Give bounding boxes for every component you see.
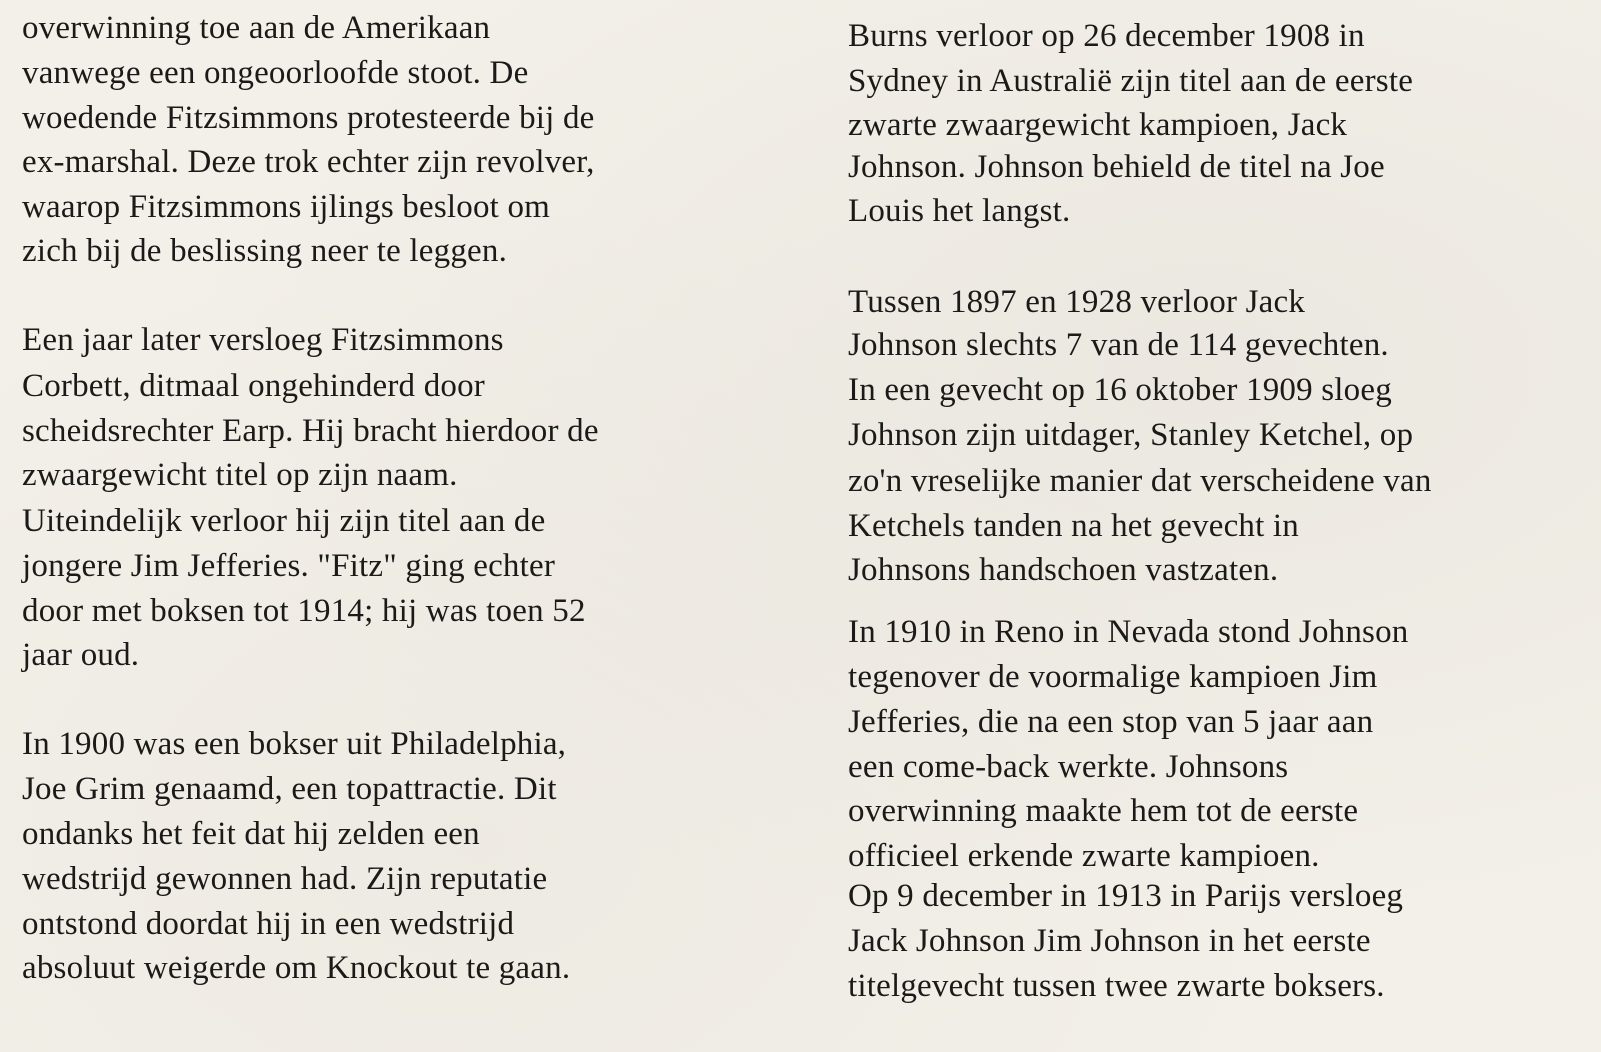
text-line: vanwege een ongeoorloofde stoot. De [22, 55, 529, 91]
text-line: scheidsrechter Earp. Hij bracht hierdoor de [22, 413, 599, 449]
text-line: tegenover de voormalige kampioen Jim [848, 659, 1378, 695]
text-line: zwarte zwaargewicht kampioen, Jack [848, 107, 1348, 143]
text-line: absoluut weigerde om Knockout te gaan. [22, 950, 571, 986]
text-line: Tussen 1897 en 1928 verloor Jack [848, 284, 1306, 320]
text-line: overwinning toe aan de Amerikaan [22, 10, 491, 46]
text-line: In 1910 in Reno in Nevada stond Johnson [848, 614, 1409, 650]
text-line: Jack Johnson Jim Johnson in het eerste [848, 923, 1371, 959]
text-line: titelgevecht tussen twee zwarte boksers. [848, 968, 1385, 1004]
text-line: ontstond doordat hij in een wedstrijd [22, 906, 515, 942]
text-line: een come-back werkte. Johnsons [848, 749, 1289, 785]
text-line: Uiteindelijk verloor hij zijn titel aan de [22, 503, 546, 539]
text-line: In 1900 was een bokser uit Philadelphia, [22, 726, 567, 762]
text-line: wedstrijd gewonnen had. Zijn reputatie [22, 861, 548, 897]
text-line: overwinning maakte hem tot de eerste [848, 793, 1359, 829]
text-line: waarop Fitzsimmons ijlings besloot om [22, 189, 551, 225]
text-line: woedende Fitzsimmons protesteerde bij de [22, 100, 595, 136]
text-line: door met boksen tot 1914; hij was toen 52 [22, 593, 586, 629]
text-line: Johnsons handschoen vastzaten. [848, 552, 1279, 588]
text-line: zo'n vreselijke manier dat verscheidene van [848, 463, 1432, 499]
text-line: Ketchels tanden na het gevecht in [848, 508, 1300, 544]
text-line: ex-marshal. Deze trok echter zijn revolver, [22, 144, 595, 180]
text-line: zich bij de beslissing neer te leggen. [22, 233, 508, 269]
text-line: In een gevecht op 16 oktober 1909 sloeg [848, 372, 1392, 408]
text-line: Op 9 december in 1913 in Parijs versloeg [848, 878, 1404, 914]
text-line: Een jaar later versloeg Fitzsimmons [22, 322, 504, 358]
text-line: ondanks het feit dat hij zelden een [22, 816, 480, 852]
text-line: jongere Jim Jefferies. "Fitz" ging echter [22, 548, 556, 584]
text-line: jaar oud. [22, 637, 140, 673]
text-line: Louis het langst. [848, 193, 1071, 229]
text-line: Jefferies, die na een stop van 5 jaar aan [848, 704, 1374, 740]
text-line: Sydney in Australië zijn titel aan de eerste [848, 63, 1414, 99]
text-line: Johnson zijn uitdager, Stanley Ketchel, op [848, 417, 1414, 453]
text-line: officieel erkende zwarte kampioen. [848, 838, 1320, 874]
text-line: zwaargewicht titel op zijn naam. [22, 457, 458, 493]
text-line: Joe Grim genaamd, een topattractie. Dit [22, 771, 557, 807]
text-line: Johnson. Johnson behield de titel na Joe [848, 149, 1385, 185]
text-line: Burns verloor op 26 december 1908 in [848, 18, 1365, 54]
text-line: Johnson slechts 7 van de 114 gevechten. [848, 327, 1389, 363]
text-line: Corbett, ditmaal ongehinderd door [22, 368, 485, 404]
